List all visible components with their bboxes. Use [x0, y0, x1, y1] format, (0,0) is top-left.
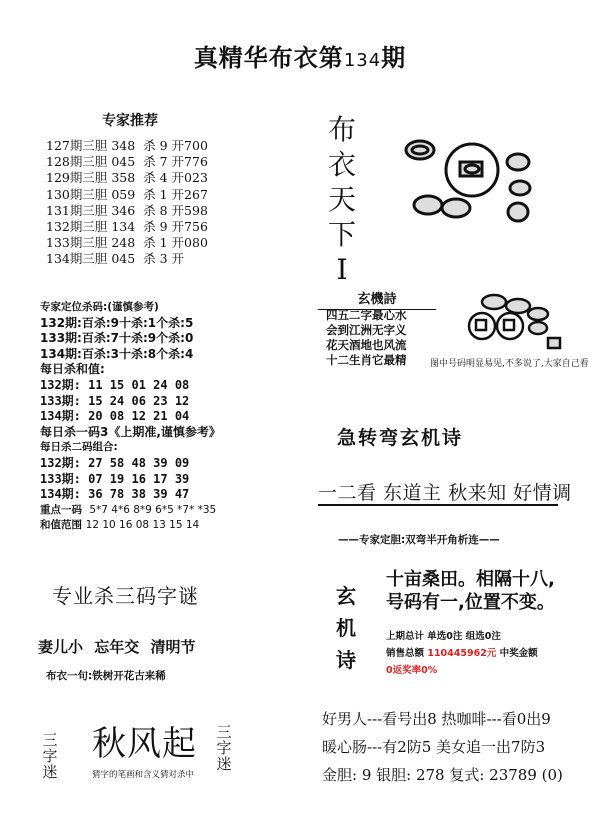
riddle-line: 妻儿小 忘年交 清明节 — [38, 638, 196, 656]
list-item: 132期: 27 58 48 39 09 — [40, 455, 190, 470]
coin-chain-icon — [448, 286, 568, 356]
point-label: 重点一码 — [40, 503, 82, 516]
riddle-big: 秋风起 — [92, 724, 197, 764]
list-item: 134期: 36 78 38 39 47 — [40, 487, 190, 502]
right-vertical-label: 三字迷 — [216, 723, 232, 773]
list-item: 130期三胆 059 杀 1 开267 — [46, 186, 208, 202]
recommend-heading: 专家推荐 — [102, 113, 158, 129]
buyi-tianxia: 布衣天下I — [327, 113, 356, 286]
list-item: 134期三胆 045 杀 3 开 — [46, 251, 185, 267]
recommend-list — [46, 138, 208, 268]
sum-range-label: 和值范围 — [40, 519, 82, 532]
stat-total: 上期总计 单选0注 组选0注 — [386, 631, 501, 642]
point-values: 5*7 4*6 8*9 6*5 *7* *35 — [89, 503, 217, 516]
divider — [318, 504, 558, 506]
list-item: 十二生肖它最精 — [326, 353, 407, 367]
page-title: 真精华布衣第134期 — [193, 44, 407, 72]
jizhuan-line: 一二看 东道主 秋来知 好情调 — [318, 482, 572, 504]
xuanji-lines — [326, 308, 407, 368]
list-item: 133期: 15 24 06 23 12 — [40, 393, 190, 408]
list-item: 四五二字最心水 — [326, 308, 407, 322]
list-item: 十亩桑田。相隔十八, — [386, 569, 555, 590]
list-item: 134期: 20 08 12 21 04 — [40, 409, 190, 424]
list-item: 131期三胆 346 杀 8 开598 — [46, 202, 208, 218]
riddle-heading: 专业杀三码字谜 — [52, 584, 199, 608]
list-item: 号码有一,位置不变。 — [386, 592, 555, 613]
image-caption: 图中号码明显易见,不多说了,大家自己看 — [430, 359, 589, 369]
coin-drawing-icon — [400, 120, 560, 230]
list-item: 133期:百杀:7十杀:9个杀:0 — [40, 331, 194, 346]
buyi-line: 布衣一句:铁树开花古来稀 — [46, 670, 166, 682]
list-item: 133期: 07 19 16 17 39 — [40, 471, 190, 486]
kill-heading: 专家定位杀码:(谨慎参考) — [40, 301, 159, 313]
list-item: 132期:百杀:9十杀:1个杀:5 — [40, 315, 194, 330]
fixed-heading: ——专家定胆:双弯半开角析连—— — [338, 534, 500, 546]
bottom-line-3: 金胆: 9 银胆: 278 复式: 23789 (0) — [322, 766, 563, 784]
left-vertical-label: 三字迷 — [42, 731, 58, 781]
list-item: 132期三胆 134 杀 9 开756 — [46, 219, 208, 235]
bottom-line-1: 好男人---看号出8 热咖啡---看0出9 — [322, 710, 551, 728]
list-item: 129期三胆 358 杀 4 开023 — [46, 170, 208, 186]
list-item: 会到江洲无字义 — [326, 323, 407, 337]
sum-range-values: 12 10 16 08 13 15 14 — [85, 519, 200, 532]
jizhuan-heading: 急转弯玄机诗 — [336, 427, 463, 449]
kill-block — [40, 300, 272, 534]
two-code-heading: 每日杀二码组合: — [40, 441, 118, 454]
stat-return: 0返奖率0% — [386, 665, 438, 676]
fixed-poem — [386, 568, 555, 614]
bottom-line-2: 暖心肠---有2防5 美女追一出7防3 — [322, 738, 546, 756]
xuanji-title: 玄機詩 — [318, 288, 436, 310]
sum-heading: 每日杀和值: — [40, 362, 105, 377]
list-item: 127期三胆 348 杀 9 开700 — [46, 138, 208, 153]
riddle-hint: 猜字的笔画和含义猜对杀中 — [92, 770, 195, 780]
xuanji-box — [318, 288, 436, 367]
list-item: 134期:百杀:3十杀:8个杀:4 — [40, 346, 194, 361]
one-code: 每日杀一码3《上期准,谨慎参考》 — [40, 424, 221, 439]
xuanji-vertical-label: 玄机诗 — [336, 584, 356, 672]
list-item: 128期三胆 045 杀 7 开776 — [46, 154, 208, 170]
list-item: 132期: 11 15 01 24 08 — [40, 377, 190, 392]
stat-sales: 销售总额 110445962元 中奖金额 — [386, 648, 538, 659]
list-item: 花天酒地也风流 — [326, 338, 407, 352]
list-item: 133期三胆 248 杀 1 开080 — [46, 235, 208, 251]
